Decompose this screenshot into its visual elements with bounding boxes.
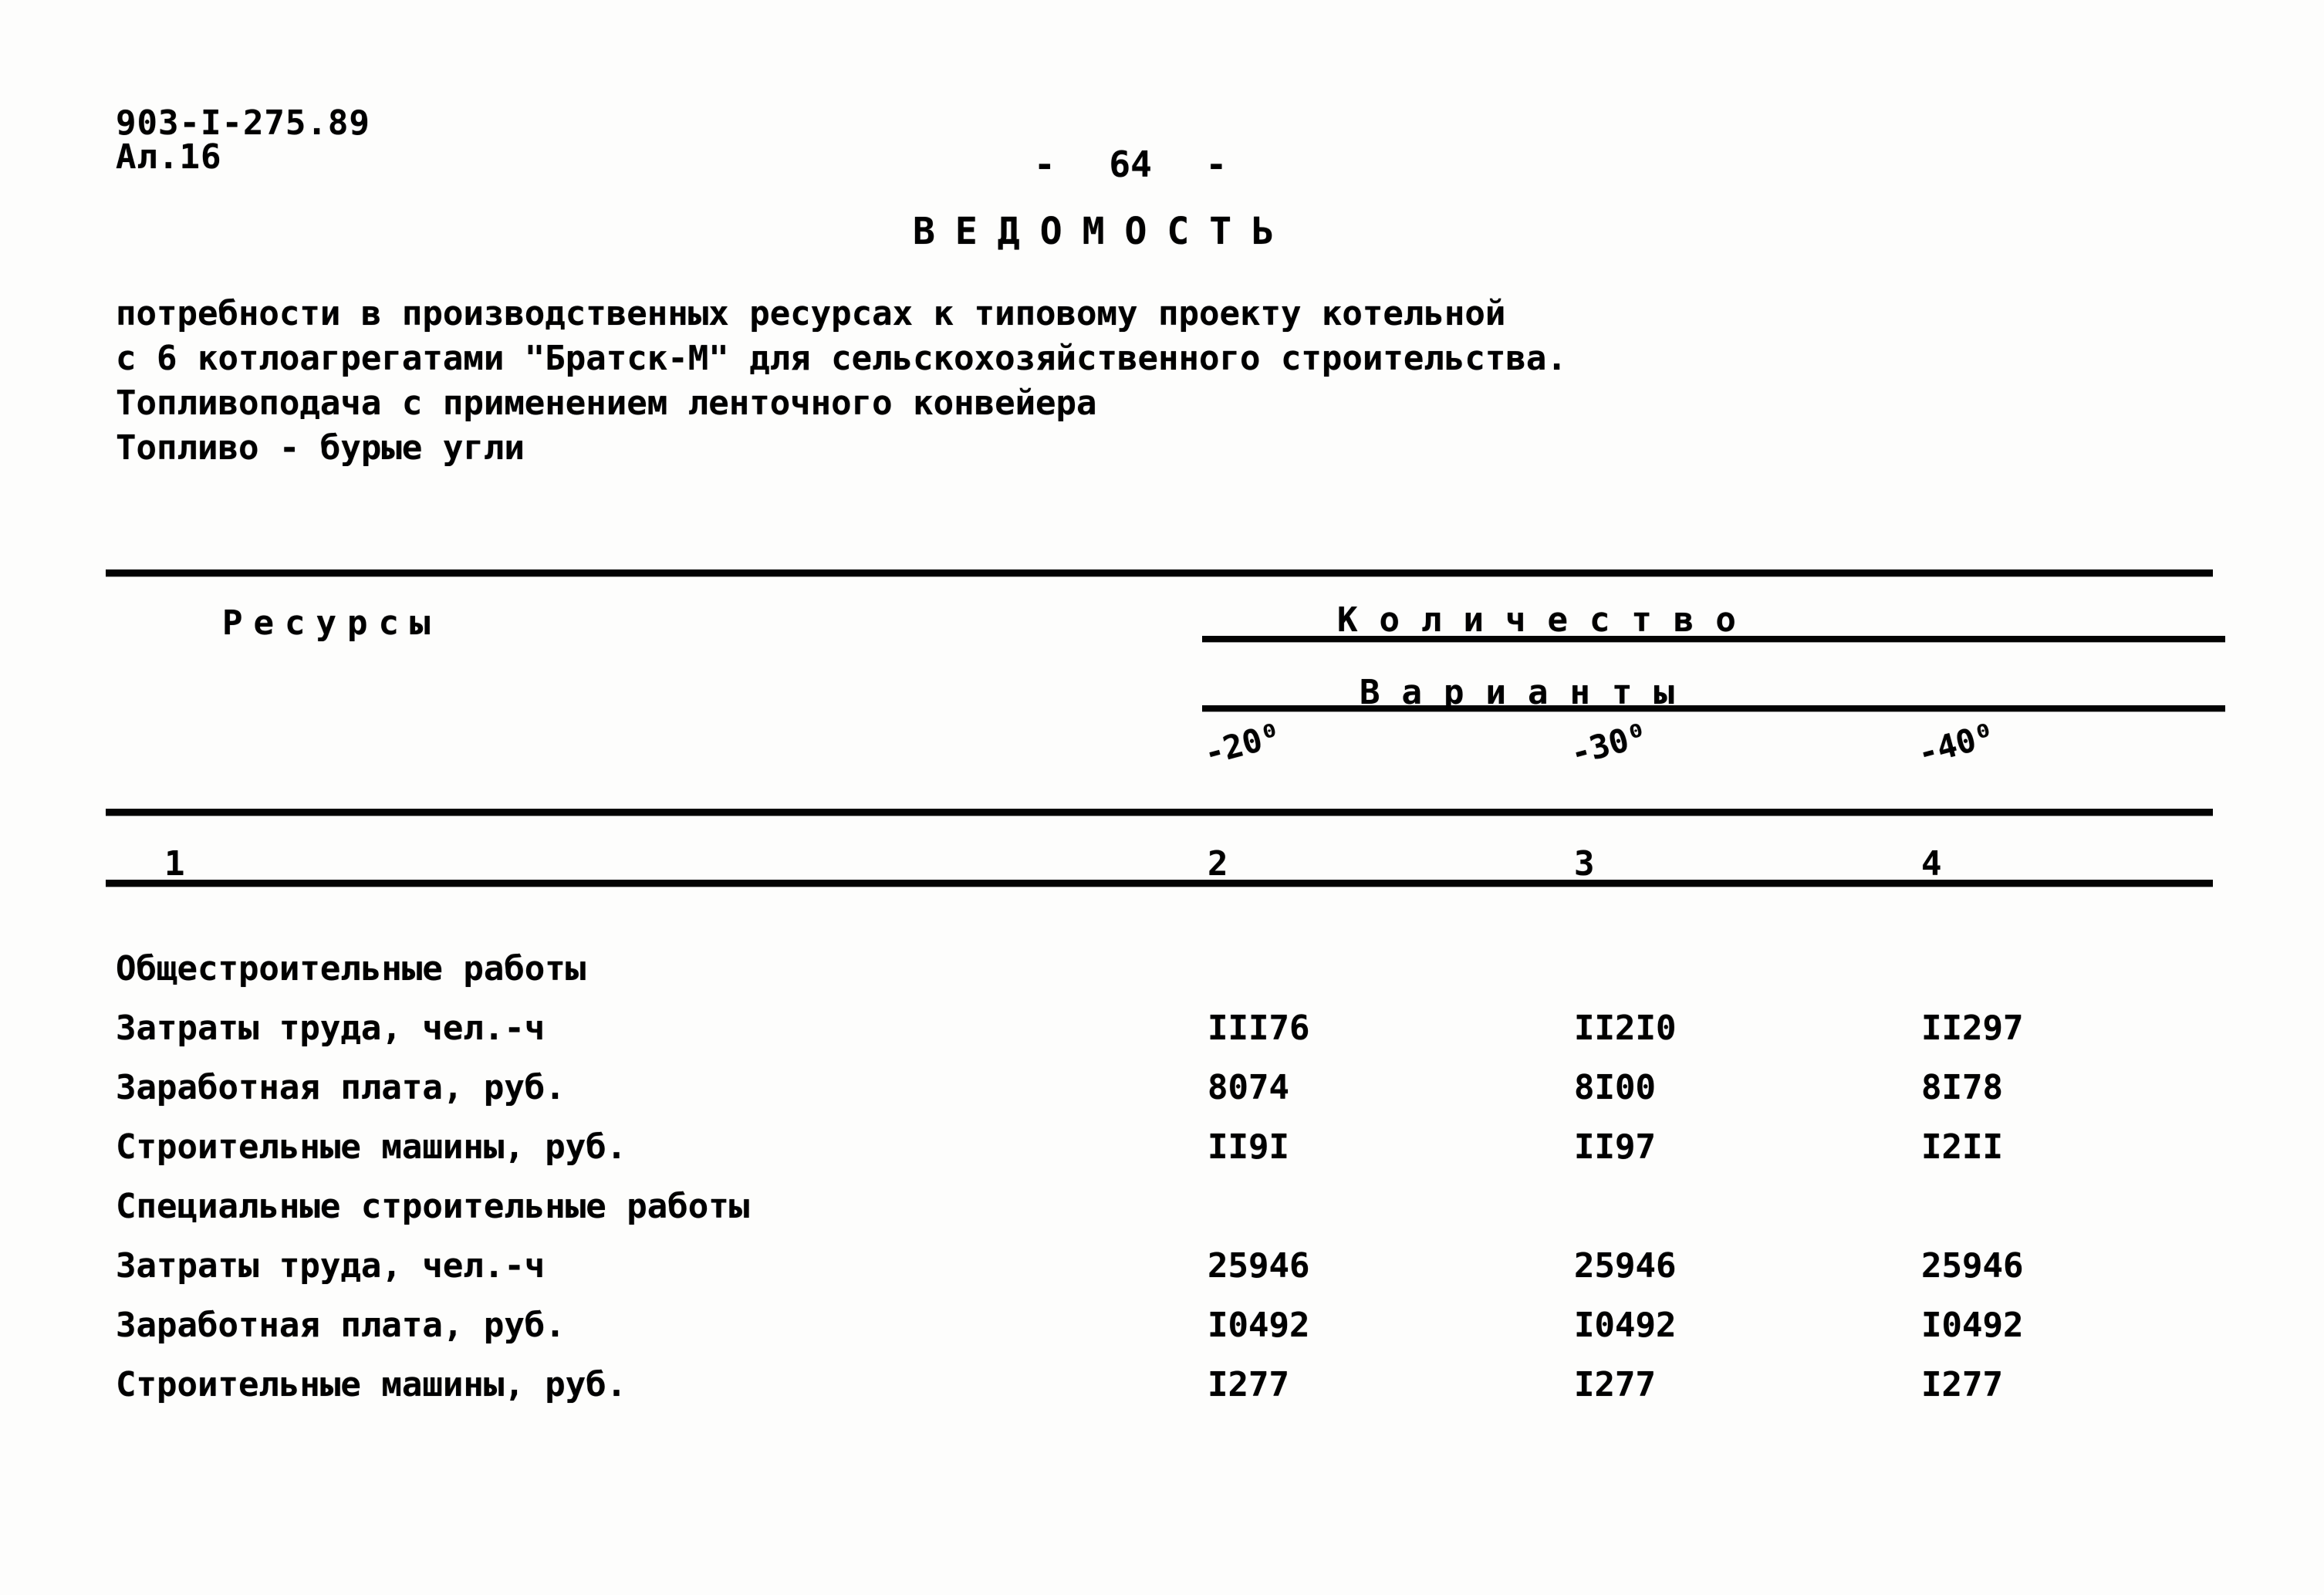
subtitle-line: с 6 котлоагрегатами "Братск-М" для сельскохозяйственного строительства. (116, 339, 1567, 378)
table-top-rule (106, 569, 2213, 576)
table-cell-value: II2I0 (1574, 1009, 1677, 1048)
table-cell-value: 25946 (1208, 1246, 1310, 1286)
table-cell-value: 8074 (1208, 1068, 1289, 1107)
column-number: 4 (1921, 844, 1942, 884)
table-row-label: Строительные машины, руб. (116, 1365, 627, 1404)
table-row-label: Специальные строительные работы (116, 1187, 750, 1226)
subtitle-line: потребности в производственных ресурсах к типовому проекту котельной (116, 294, 1506, 333)
variant-column-header: -20⁰ (1200, 715, 1285, 772)
table-cell-value: I277 (1208, 1365, 1289, 1404)
table-cell-value: I0492 (1574, 1306, 1677, 1345)
column-number: 1 (164, 844, 185, 884)
table-cell-value: II297 (1921, 1009, 2024, 1048)
doc-number: 903-I-275.89 (116, 103, 370, 143)
variant-column-header: -40⁰ (1914, 715, 1999, 772)
table-row-label: Общестроительные работы (116, 949, 586, 988)
table-cell-value: II97 (1574, 1127, 1656, 1167)
table-row-label: Затраты труда, чел.-ч (116, 1009, 546, 1048)
table-cell-value: II9I (1208, 1127, 1289, 1167)
table-cell-value: I2II (1921, 1127, 2003, 1167)
column-header-quantity: Количество (1337, 600, 1758, 640)
table-row-label: Затраты труда, чел.-ч (116, 1246, 546, 1286)
table-cell-value: I277 (1921, 1365, 2003, 1404)
column-number: 2 (1208, 844, 1228, 884)
table-row-label: Строительные машины, руб. (116, 1127, 627, 1167)
subtitle-line: Топливо - бурые угли (116, 428, 525, 468)
column-header-resources: Ресурсы (222, 603, 441, 643)
subtitle-line: Топливоподача с применением ленточного конвейера (116, 384, 1097, 423)
table-cell-value: III76 (1208, 1009, 1310, 1048)
table-row-label: Заработная плата, руб. (116, 1068, 566, 1107)
table-cell-value: 25946 (1574, 1246, 1677, 1286)
table-cell-value: I0492 (1921, 1306, 2024, 1345)
table-cell-value: I277 (1574, 1365, 1656, 1404)
table-row-label: Заработная плата, руб. (116, 1306, 566, 1345)
table-cell-value: 8I00 (1574, 1068, 1656, 1107)
column-header-variants: Варианты (1360, 673, 1696, 712)
table-cell-value: 25946 (1921, 1246, 2024, 1286)
header-bottom-rule (106, 809, 2213, 816)
page-title: ВЕДОМОСТЬ (913, 210, 1295, 253)
table-cell-value: 8I78 (1921, 1068, 2003, 1107)
column-number: 3 (1574, 844, 1595, 884)
variant-column-header: -30⁰ (1566, 715, 1652, 772)
variants-underline-rule (1202, 705, 2225, 711)
colnum-bottom-rule (106, 880, 2213, 887)
page-number: - 64 - (1034, 144, 1228, 185)
album-number: Ал.16 (116, 137, 222, 177)
table-cell-value: I0492 (1208, 1306, 1310, 1345)
